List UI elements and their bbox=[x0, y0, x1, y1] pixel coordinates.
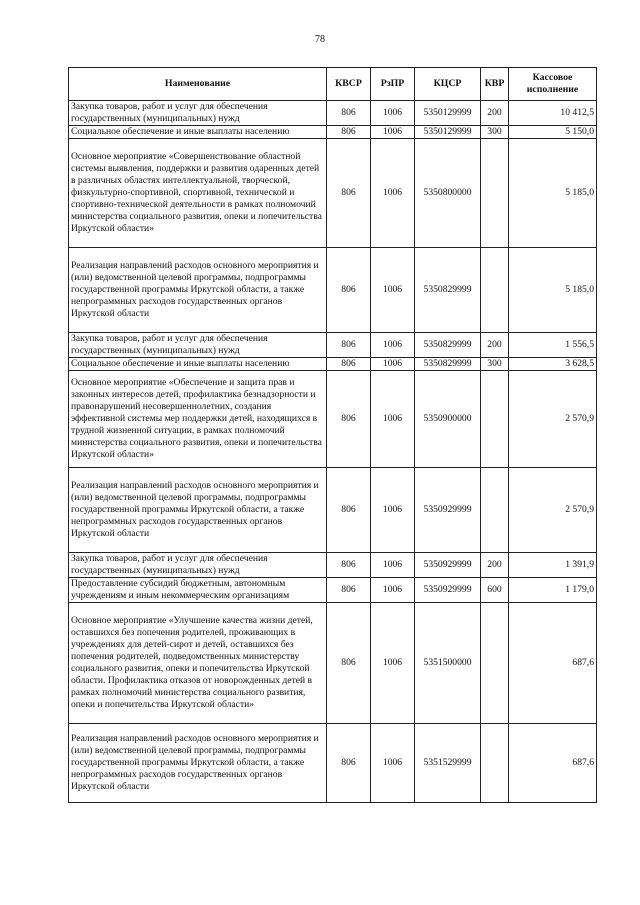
cell-rzpr: 1006 bbox=[371, 724, 415, 803]
cell-kcsr: 5350800000 bbox=[415, 139, 481, 248]
cell-name: Социальное обеспечение и иные выплаты населению bbox=[69, 358, 327, 371]
cell-kcsr: 5350929999 bbox=[415, 468, 481, 553]
header-kvr: КВР bbox=[481, 68, 509, 101]
cell-rzpr: 1006 bbox=[371, 553, 415, 578]
cell-rzpr: 1006 bbox=[371, 333, 415, 358]
cell-kvr bbox=[481, 468, 509, 553]
cell-amount: 687,6 bbox=[509, 724, 597, 803]
cell-kvr bbox=[481, 724, 509, 803]
cell-kvr: 300 bbox=[481, 126, 509, 139]
cell-kcsr: 5350129999 bbox=[415, 101, 481, 126]
cell-name: Закупка товаров, работ и услуг для обеспечения государственных (муниципальных) нужд bbox=[69, 333, 327, 358]
cell-kvsr: 806 bbox=[327, 578, 371, 603]
cell-kvsr: 806 bbox=[327, 248, 371, 333]
cell-rzpr: 1006 bbox=[371, 101, 415, 126]
cell-kcsr: 5350900000 bbox=[415, 371, 481, 468]
cell-rzpr: 1006 bbox=[371, 603, 415, 724]
cell-kvr: 200 bbox=[481, 101, 509, 126]
cell-kcsr: 5350829999 bbox=[415, 333, 481, 358]
cell-name: Реализация направлений расходов основного мероприятия и (или) ведомственной целевой программы, подпрограммы государственной программы Иркутской области, а также непрограммных расходов государственных органов Иркутской области bbox=[69, 724, 327, 803]
cell-kcsr: 5351529999 bbox=[415, 724, 481, 803]
cell-rzpr: 1006 bbox=[371, 358, 415, 371]
cell-rzpr: 1006 bbox=[371, 371, 415, 468]
cell-name: Реализация направлений расходов основного мероприятия и (или) ведомственной целевой программы, подпрограммы государственной программы Иркутской области, а также непрограммных расходов государственных органов Иркутской области bbox=[69, 468, 327, 553]
cell-kvsr: 806 bbox=[327, 333, 371, 358]
cell-kvr: 300 bbox=[481, 358, 509, 371]
cell-kvr bbox=[481, 603, 509, 724]
cell-kvsr: 806 bbox=[327, 101, 371, 126]
cell-kcsr: 5350829999 bbox=[415, 358, 481, 371]
cell-name: Закупка товаров, работ и услуг для обеспечения государственных (муниципальных) нужд bbox=[69, 101, 327, 126]
cell-kvr bbox=[481, 371, 509, 468]
cell-kvsr: 806 bbox=[327, 358, 371, 371]
cell-name: Социальное обеспечение и иные выплаты населению bbox=[69, 126, 327, 139]
table-row bbox=[69, 248, 597, 333]
table-row bbox=[69, 468, 597, 553]
table-row bbox=[69, 101, 597, 126]
cell-kvsr: 806 bbox=[327, 553, 371, 578]
cell-kvsr: 806 bbox=[327, 139, 371, 248]
header-kvsr: КВСР bbox=[327, 68, 371, 101]
cell-kcsr: 5350929999 bbox=[415, 578, 481, 603]
cell-rzpr: 1006 bbox=[371, 139, 415, 248]
table-row bbox=[69, 553, 597, 578]
cell-name: Основное мероприятие «Совершенствование областной системы выявления, поддержки и развития одаренных детей в различных областях интеллектуальной, творческой, физкультурно-спортивной, спортивной, технической и спортивно-технической деятельности в рамках полномочий министерства социального развития, опеки и попечительства Иркутской области» bbox=[69, 139, 327, 248]
table-row bbox=[69, 358, 597, 371]
cell-kvsr: 806 bbox=[327, 371, 371, 468]
cell-rzpr: 1006 bbox=[371, 468, 415, 553]
cell-kvsr: 806 bbox=[327, 468, 371, 553]
cell-kcsr: 5351500000 bbox=[415, 603, 481, 724]
cell-name: Закупка товаров, работ и услуг для обеспечения государственных (муниципальных) нужд bbox=[69, 553, 327, 578]
cell-amount: 1 556,5 bbox=[509, 333, 597, 358]
cell-rzpr: 1006 bbox=[371, 248, 415, 333]
cell-amount: 10 412,5 bbox=[509, 101, 597, 126]
table-row bbox=[69, 603, 597, 724]
table-row bbox=[69, 333, 597, 358]
header-amount: Кассовое исполнение bbox=[509, 68, 597, 101]
cell-name: Реализация направлений расходов основного мероприятия и (или) ведомственной целевой программы, подпрограммы государственной программы Иркутской области, а также непрограммных расходов государственных органов Иркутской области bbox=[69, 248, 327, 333]
cell-rzpr: 1006 bbox=[371, 578, 415, 603]
table-row bbox=[69, 126, 597, 139]
cell-kvsr: 806 bbox=[327, 603, 371, 724]
header-name: Наименование bbox=[69, 68, 327, 101]
table-row bbox=[69, 371, 597, 468]
cell-rzpr: 1006 bbox=[371, 126, 415, 139]
cell-name: Предоставление субсидий бюджетным, автономным учреждениям и иным некоммерческим организациям bbox=[69, 578, 327, 603]
budget-table bbox=[68, 67, 597, 803]
table-row bbox=[69, 724, 597, 803]
cell-kvr: 200 bbox=[481, 333, 509, 358]
cell-amount: 3 628,5 bbox=[509, 358, 597, 371]
cell-name: Основное мероприятие «Улучшение качества жизни детей, оставшихся без попечения родителей, проживающих в учреждениях для детей-сирот и детей, оставшихся без попечения родителей, подведомственных министерству социального развития, опеки и попечительства Иркутской области. Профилактика отказов от новорожденных детей в рамках полномочий министерства социального развития, опеки и попечительства Иркутской области» bbox=[69, 603, 327, 724]
cell-amount: 1 391,9 bbox=[509, 553, 597, 578]
cell-kvsr: 806 bbox=[327, 724, 371, 803]
cell-amount: 687,6 bbox=[509, 603, 597, 724]
table-row bbox=[69, 139, 597, 248]
cell-amount: 2 570,9 bbox=[509, 468, 597, 553]
header-kcsr: КЦСР bbox=[415, 68, 481, 101]
cell-kcsr: 5350129999 bbox=[415, 126, 481, 139]
cell-kvr: 200 bbox=[481, 553, 509, 578]
cell-amount: 5 185,0 bbox=[509, 139, 597, 248]
header-row bbox=[69, 68, 597, 101]
cell-name: Основное мероприятие «Обеспечение и защита прав и законных интересов детей, профилактика безнадзорности и правонарушений несовершеннолетних, создания эффективной системы мер поддержки детей, находящихся в трудной жизненной ситуации, в рамках полномочий министерства социального развития, опеки и попечительства Иркутской области» bbox=[69, 371, 327, 468]
cell-kvr bbox=[481, 248, 509, 333]
table-row bbox=[69, 578, 597, 603]
cell-amount: 2 570,9 bbox=[509, 371, 597, 468]
page-number: 78 bbox=[315, 34, 325, 45]
cell-amount: 5 150,0 bbox=[509, 126, 597, 139]
cell-kvsr: 806 bbox=[327, 126, 371, 139]
cell-amount: 1 179,0 bbox=[509, 578, 597, 603]
header-rzpr: РзПР bbox=[371, 68, 415, 101]
cell-kvr: 600 bbox=[481, 578, 509, 603]
cell-kcsr: 5350929999 bbox=[415, 553, 481, 578]
cell-kcsr: 5350829999 bbox=[415, 248, 481, 333]
cell-kvr bbox=[481, 139, 509, 248]
cell-amount: 5 185,0 bbox=[509, 248, 597, 333]
